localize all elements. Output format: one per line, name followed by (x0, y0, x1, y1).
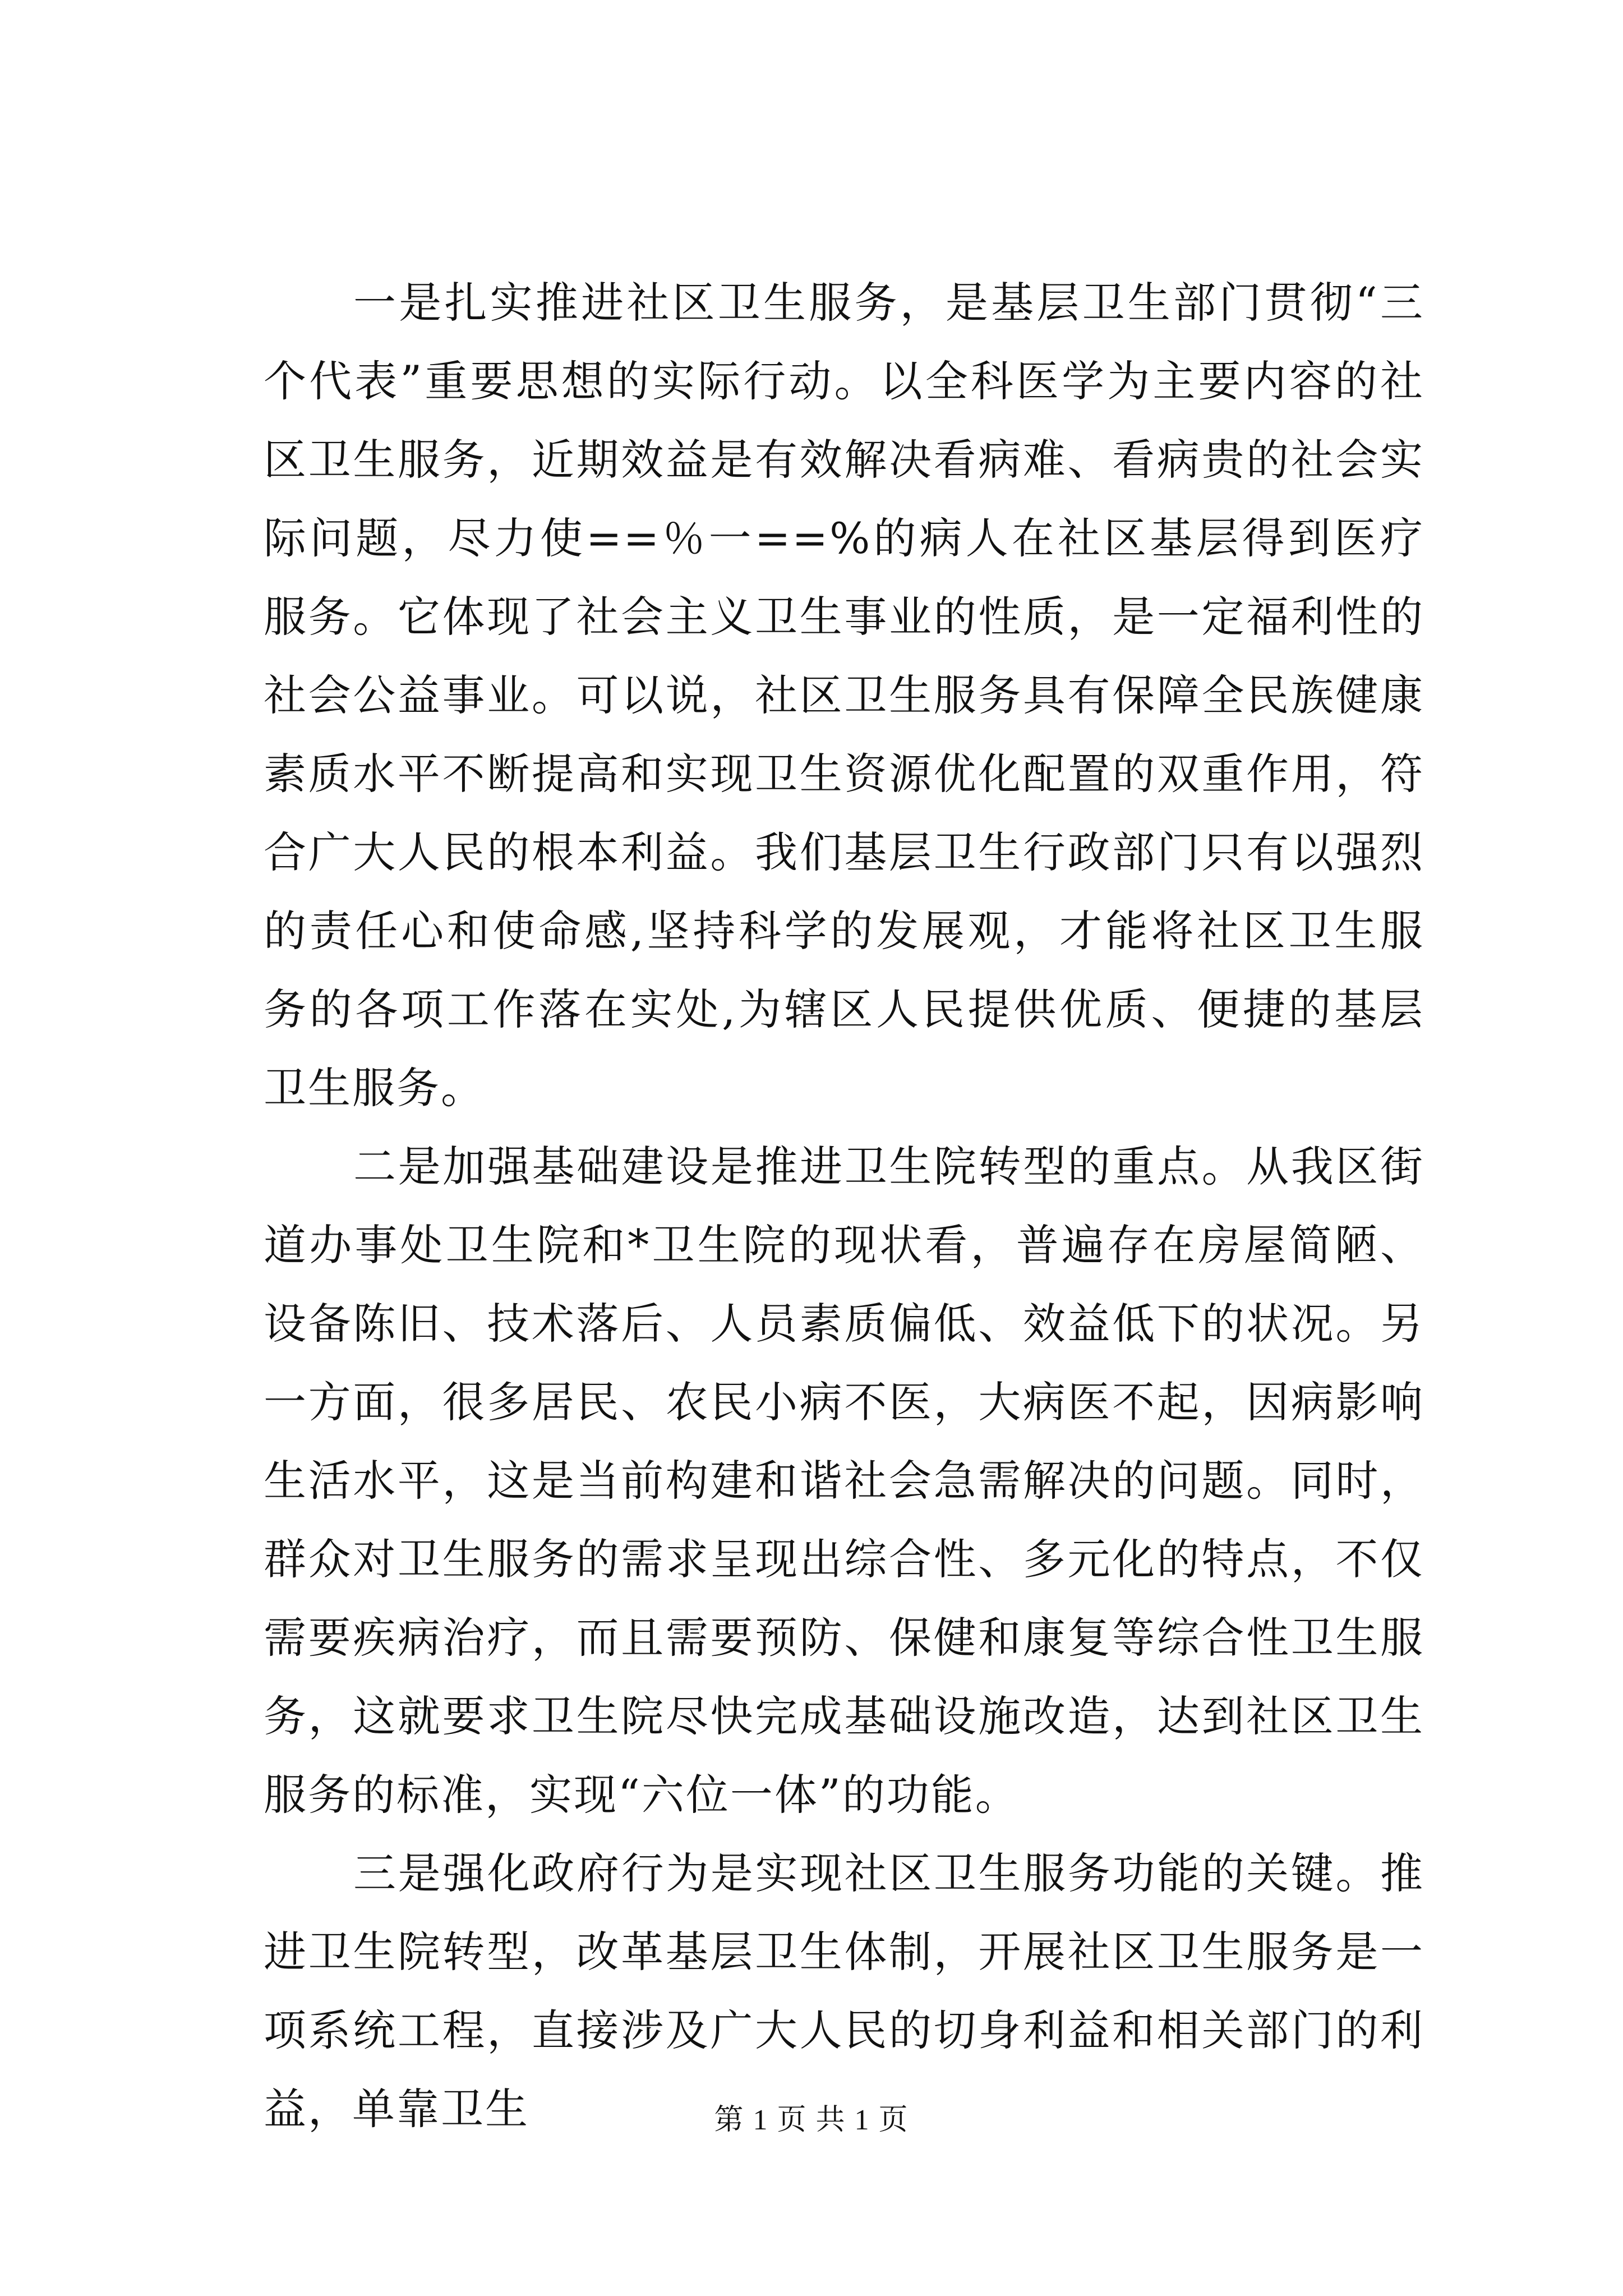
paragraph-3: 三是强化政府行为是实现社区卫生服务功能的关键。推进卫生院转型，改革基层卫生体制，开展社区卫生服务是一项系统工程，直接涉及广大人民的切身利益和相关部门的利益，单靠卫生 (264, 1848, 1424, 2134)
page-number-footer: 第 1 页 共 1 页 (714, 2104, 909, 2136)
document-body (264, 264, 1424, 2148)
paragraph-2: 二是加强基础建设是推进卫生院转型的重点。从我区街道办事处卫生院和*卫生院的现状看，普遍存在房屋简陋、设备陈旧、技术落后、人员素质偏低、效益低下的状况。另一方面，很多居民、农民小病不医，大病医不起，因病影响生活水平，这是当前构建和谐社会急需解决的问题。同时，群众对卫生服务的需求呈现出综合性、多元化的特点，不仅需要疾病治疗，而且需要预防、保健和康复等综合性卫生服务，这就要求卫生院尽快完成基础设施改造，达到社区卫生服务的标准，实现“六位一体”的功能。 (264, 1142, 1424, 1820)
paragraph-1: 一是扎实推进社区卫生服务，是基层卫生部门贯彻“三个代表”重要思想的实际行动。以全科医学为主要内容的社区卫生服务，近期效益是有效解决看病难、看病贵的社会实际问题，尽力使==％一==%的病人在社区基层得到医疗服务。它体现了社会主义卫生事业的性质，是一定福利性的社会公益事业。可以说，社区卫生服务具有保障全民族健康素质水平不断提高和实现卫生资源优化配置的双重作用，符合广大人民的根本利益。我们基层卫生行政部门只有以强烈的责任心和使命感,坚持科学的发展观，才能将社区卫生服务的各项工作落在实处,为辖区人民提供优质、便捷的基层卫生服务。 (264, 278, 1424, 1113)
